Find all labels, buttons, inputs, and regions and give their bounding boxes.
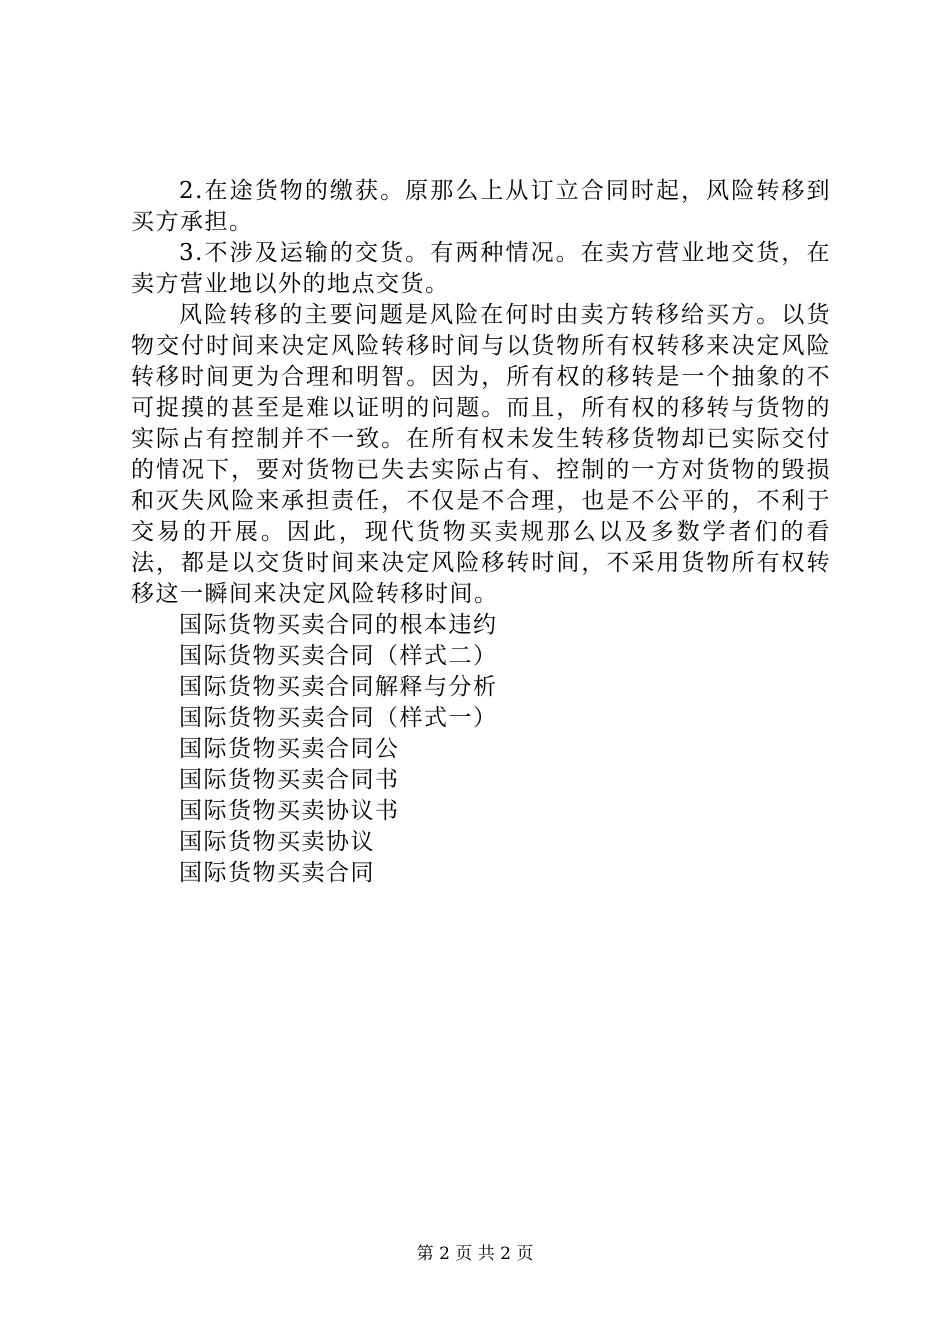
document-body	[131, 176, 831, 889]
related-link[interactable]: 国际货物买卖合同解释与分析	[179, 674, 498, 700]
related-link[interactable]: 国际货物买卖协议书	[179, 798, 400, 824]
related-link[interactable]: 国际货物买卖合同公	[179, 736, 400, 762]
paragraph-risk-transfer: 风险转移的主要问题是风险在何时由卖方转移给买方。以货物交付时间来决定风险转移时间与以货物所有权转移来决定风险转移时间更为合理和明智。因为，所有权的移转是一个抽象的不可捉摸的甚至是难以证明的问题。而且，所有权的移转与货物的实际占有控制并不一致。在所有权未发生转移货物却已实际交付的情况下，要对货物已失去实际占有、控制的一方对货物的毁损和灭失风险来承担责任，不仅是不合理，也是不公平的，不利于交易的开展。因此，现代货物买卖规那么以及多数学者们的看法，都是以交货时间来决定风险移转时间，不采用货物所有权转移这一瞬间来决定风险转移时间。	[131, 302, 831, 607]
related-link[interactable]: 国际货物买卖合同（样式一）	[179, 705, 498, 731]
page-indicator: 第 2 页 共 2 页	[416, 1244, 534, 1264]
paragraph-goods-in-transit: 2.在途货物的缴获。原那么上从订立合同时起，风险转移到买方承担。	[131, 178, 831, 235]
paragraph-delivery-without-transport: 3.不涉及运输的交货。有两种情况。在卖方营业地交货，在卖方营业地以外的地点交货。	[131, 240, 831, 297]
related-link[interactable]: 国际货物买卖合同（样式二）	[179, 643, 498, 669]
related-link[interactable]: 国际货物买卖合同	[179, 860, 375, 886]
related-link[interactable]: 国际货物买卖合同的根本违约	[179, 612, 498, 638]
related-documents-list	[131, 610, 831, 889]
related-link[interactable]: 国际货物买卖合同书	[179, 767, 400, 793]
related-link[interactable]: 国际货物买卖协议	[179, 829, 375, 855]
page-footer	[0, 1243, 950, 1265]
